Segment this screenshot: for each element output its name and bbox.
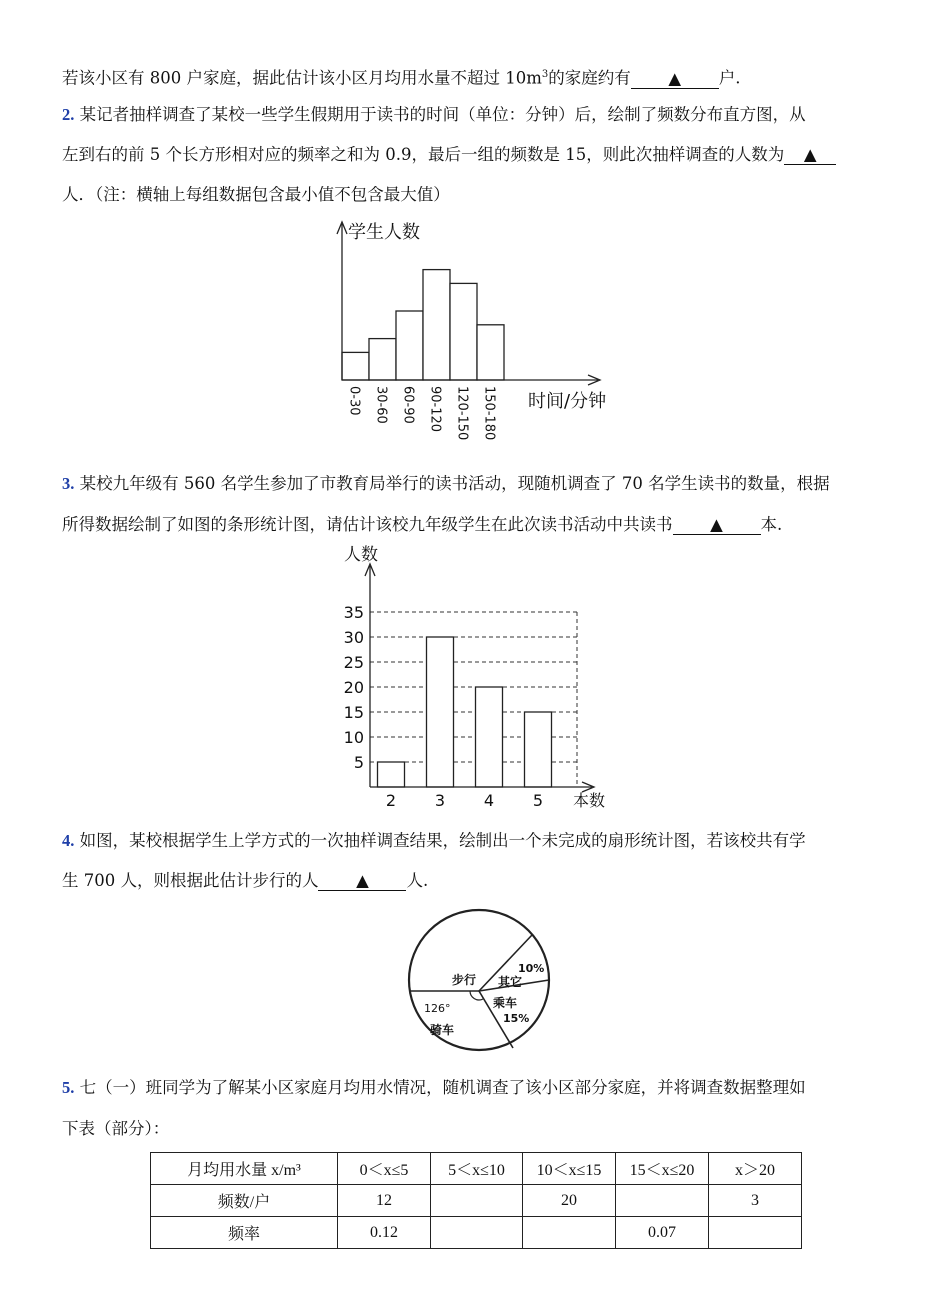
x-axis-label: 本数 xyxy=(573,791,606,810)
q4-text-1: 如图，某校根据学生上学方式的一次抽样调查结果，绘制出一个未完成的扇形统计图，若该校共有学 xyxy=(79,831,806,850)
q4-line-2 xyxy=(62,870,428,892)
x-tick-label: 2 xyxy=(385,791,397,810)
bar xyxy=(525,712,552,787)
y-tick-label: 30 xyxy=(343,628,364,647)
q3-text-post: 本. xyxy=(760,515,783,534)
q3-line-1 xyxy=(62,473,830,495)
question-number: 2. xyxy=(62,105,75,124)
q4-text-2: 生 700 人，则根据此估计步行的人 xyxy=(62,871,319,890)
x-axis-label: 时间/分钟 xyxy=(528,391,607,412)
q5-line-1 xyxy=(62,1077,806,1099)
y-tick-label: 5 xyxy=(353,753,364,772)
q4-line-1 xyxy=(62,830,806,852)
frequency-table xyxy=(150,1152,802,1249)
x-tick-label: 90-120 xyxy=(427,386,443,433)
q1-text-pre: 若该小区有 800 户家庭，据此估计该小区月均用水量不超过 10m xyxy=(62,68,542,88)
histogram-bar xyxy=(396,311,423,380)
q5-text-1: 七（一）班同学为了解某小区家庭月均用水情况，随机调查了该小区部分家庭，并将调查数据整理如 xyxy=(79,1078,806,1097)
x-tick-label: 3 xyxy=(434,791,446,810)
slice-percent-bus: 15% xyxy=(503,1012,530,1025)
q2-text-3: 人．（注：横轴上每组数据包含最小值不包含最大值） xyxy=(62,185,450,204)
q3-text-2: 所得数据绘制了如图的条形统计图，请估计该校九年级学生在此次读书活动中共读书 xyxy=(62,515,673,534)
y-tick-label: 10 xyxy=(343,728,364,747)
q2-line-3 xyxy=(62,184,450,206)
table-cell: 12 xyxy=(338,1185,431,1217)
table-row xyxy=(151,1185,802,1217)
table-header-cell: 15＜x≤20 xyxy=(616,1153,709,1185)
table-cell: 20 xyxy=(523,1185,616,1217)
table-header-cell: 月均用水量 x/m³ xyxy=(151,1153,338,1185)
table-cell: 0.07 xyxy=(616,1217,709,1249)
slice-percent-other: 10% xyxy=(518,962,545,975)
question-number: 5. xyxy=(62,1078,75,1097)
histogram-bar xyxy=(369,339,396,380)
table-cell[interactable] xyxy=(523,1217,616,1249)
x-tick-label: 0-30 xyxy=(346,386,362,416)
x-tick-label: 60-90 xyxy=(400,386,416,424)
slice-label-walk: 步行 xyxy=(452,973,477,987)
table-cell[interactable] xyxy=(431,1217,523,1249)
y-tick-label: 25 xyxy=(343,653,364,672)
table-cell[interactable] xyxy=(616,1185,709,1217)
x-tick-label: 150-180 xyxy=(481,386,497,441)
answer-blank[interactable]: ▲ xyxy=(631,70,719,89)
table-header-cell: 5＜x≤10 xyxy=(431,1153,523,1185)
y-tick-label: 20 xyxy=(343,678,364,697)
q5-line-2 xyxy=(62,1118,169,1140)
question-number: 3. xyxy=(62,474,75,493)
pie-chart xyxy=(400,900,560,1060)
q3-text-1: 某校九年级有 560 名学生参加了市教育局举行的读书活动，现随机调查了 70 名学生读书的数量，根据 xyxy=(79,474,830,493)
x-tick-label: 5 xyxy=(532,791,544,810)
x-tick-label: 120-150 xyxy=(454,386,470,441)
y-tick-label: 15 xyxy=(343,703,364,722)
table-cell[interactable] xyxy=(431,1185,523,1217)
q2-text-1: 某记者抽样调查了某校一些学生假期用于读书的时间（单位：分钟）后，绘制了频数分布直方图，从 xyxy=(79,105,806,124)
bar xyxy=(378,762,405,787)
y-axis-label: 人数 xyxy=(344,545,378,565)
q1-tail-line xyxy=(62,64,741,90)
histogram-bar xyxy=(342,352,369,380)
bar xyxy=(476,687,503,787)
table-header-cell: 10＜x≤15 xyxy=(523,1153,616,1185)
bar xyxy=(427,637,454,787)
q5-text-2: 下表（部分）： xyxy=(62,1119,170,1138)
slice-label-bike: 骑车 xyxy=(430,1023,455,1037)
histogram-chart xyxy=(320,212,640,452)
slice-angle-bike: 126° xyxy=(424,1002,451,1015)
slice-label-other: 其它 xyxy=(498,975,523,989)
table-cell[interactable] xyxy=(709,1217,802,1249)
histogram-bar xyxy=(423,270,450,380)
histogram-bar xyxy=(450,283,477,380)
table-cell: 3 xyxy=(709,1185,802,1217)
q1-sup: 3 xyxy=(541,69,549,80)
q4-text-post: 人. xyxy=(406,871,429,890)
table-header-cell: 0＜x≤5 xyxy=(338,1153,431,1185)
q3-line-2 xyxy=(62,514,782,536)
table-header-cell: x＞20 xyxy=(709,1153,802,1185)
bar-chart xyxy=(330,540,620,810)
table-cell: 频数/户 xyxy=(151,1185,338,1217)
question-number: 4. xyxy=(62,831,75,850)
answer-blank[interactable]: ▲ xyxy=(318,872,406,891)
q1-text-mid: 的家庭约有 xyxy=(548,68,631,88)
table-header-row xyxy=(151,1153,802,1185)
histogram-bar xyxy=(477,325,504,380)
y-tick-label: 35 xyxy=(343,603,364,622)
answer-blank[interactable]: ▲ xyxy=(784,146,836,165)
x-tick-label: 30-60 xyxy=(373,386,389,424)
q2-text-2: 左到右的前 5 个长方形相对应的频率之和为 0.9，最后一组的频数是 15，则此次抽样调查的人数为 xyxy=(62,145,785,164)
table-cell: 0.12 xyxy=(338,1217,431,1249)
y-axis-label: 学生人数 xyxy=(348,222,420,243)
q1-text-post: 户. xyxy=(718,68,741,88)
table-row xyxy=(151,1217,802,1249)
table-cell: 频率 xyxy=(151,1217,338,1249)
x-tick-label: 4 xyxy=(483,791,495,810)
q2-line-1 xyxy=(62,104,806,126)
slice-label-bus: 乘车 xyxy=(493,996,518,1010)
q2-line-2 xyxy=(62,144,836,166)
answer-blank[interactable]: ▲ xyxy=(673,516,761,535)
